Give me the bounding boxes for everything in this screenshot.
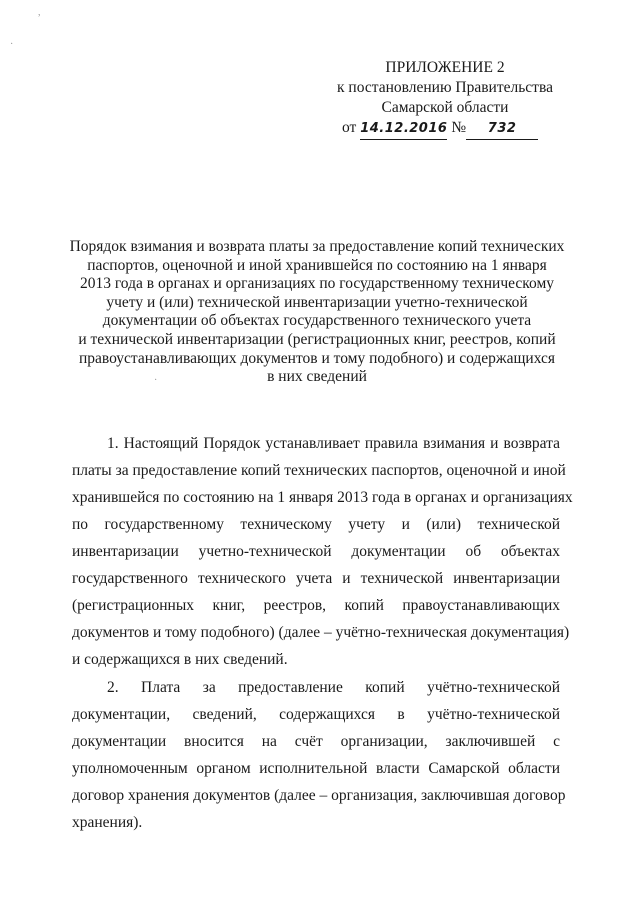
- speck-mark: ·: [154, 375, 158, 386]
- approval-block: [320, 58, 570, 140]
- paragraph-line: хранения).: [72, 814, 143, 831]
- document-title: [62, 238, 572, 387]
- corner-mark: ,: [38, 7, 41, 18]
- title-line: Порядок взимания и возврата платы за предоставление копий технических: [69, 238, 565, 255]
- title-line: 2013 года в органах и организациях по государственному техническому: [79, 275, 555, 293]
- paragraph-line: уполномоченным органом исполнительной власти Самарской области: [72, 760, 560, 777]
- number-label: №: [451, 119, 467, 136]
- paragraph-line: 1. Настоящий Порядок устанавливает правила взимания и возврата: [107, 435, 560, 452]
- title-line: паспортов, оценочной и иной хранившейся по состоянию на 1 января: [87, 256, 547, 274]
- paragraph-line: по государственному техническому учету и (или) технической: [72, 516, 560, 533]
- paragraph-2: [72, 674, 566, 836]
- paragraph-line: хранившейся по состоянию на 1 января 2013 года в органах и организациях: [72, 489, 573, 506]
- approval-date-line: [320, 118, 570, 140]
- paragraph-line: документации вносится на счёт организации, заключившей с: [72, 733, 560, 750]
- paragraph-line: договор хранения документов (далее – организация, заключившая договор: [72, 787, 566, 804]
- paragraph-line: документов и тому подобного) (далее – учётно-техническая документация): [72, 624, 570, 641]
- from-label: от: [342, 119, 357, 136]
- approval-title: ПРИЛОЖЕНИЕ 2: [385, 59, 505, 76]
- paragraph-line: 2. Плата за предоставление копий учётно-технической: [107, 679, 560, 696]
- paragraph-line: инвентаризации учетно-технической документации об объектах: [72, 543, 560, 560]
- handwritten-number: 732: [466, 119, 538, 140]
- title-line: правоустанавливающих документов и тому подобного) и содержащихся: [78, 349, 556, 367]
- approval-line-1: к постановлению Правительства: [337, 79, 553, 96]
- paragraph-line: и содержащихся в них сведений.: [72, 651, 288, 668]
- title-line: документации об объектах государственного технического учета: [102, 312, 532, 330]
- margin-mark: ·: [10, 39, 14, 50]
- title-line: учету и (или) технической инвентаризации учетно-технической: [106, 293, 528, 311]
- handwritten-date: 14.12.2016: [360, 119, 447, 140]
- paragraph-line: платы за предоставление копий технических паспортов, оценочной и иной: [72, 462, 566, 479]
- paragraph-line: государственного технического учета и технической инвентаризации: [72, 570, 560, 587]
- approval-line-2: Самарской области: [381, 99, 509, 116]
- paragraph-line: (регистрационных книг, реестров, копий правоустанавливающих: [72, 597, 560, 614]
- paragraph-line: документации, сведений, содержащихся в учётно-технической: [72, 706, 560, 723]
- paragraph-1: [72, 430, 573, 673]
- title-line: и технической инвентаризации (регистрационных книг, реестров, копий: [78, 330, 556, 348]
- title-line: в них сведений: [267, 368, 367, 386]
